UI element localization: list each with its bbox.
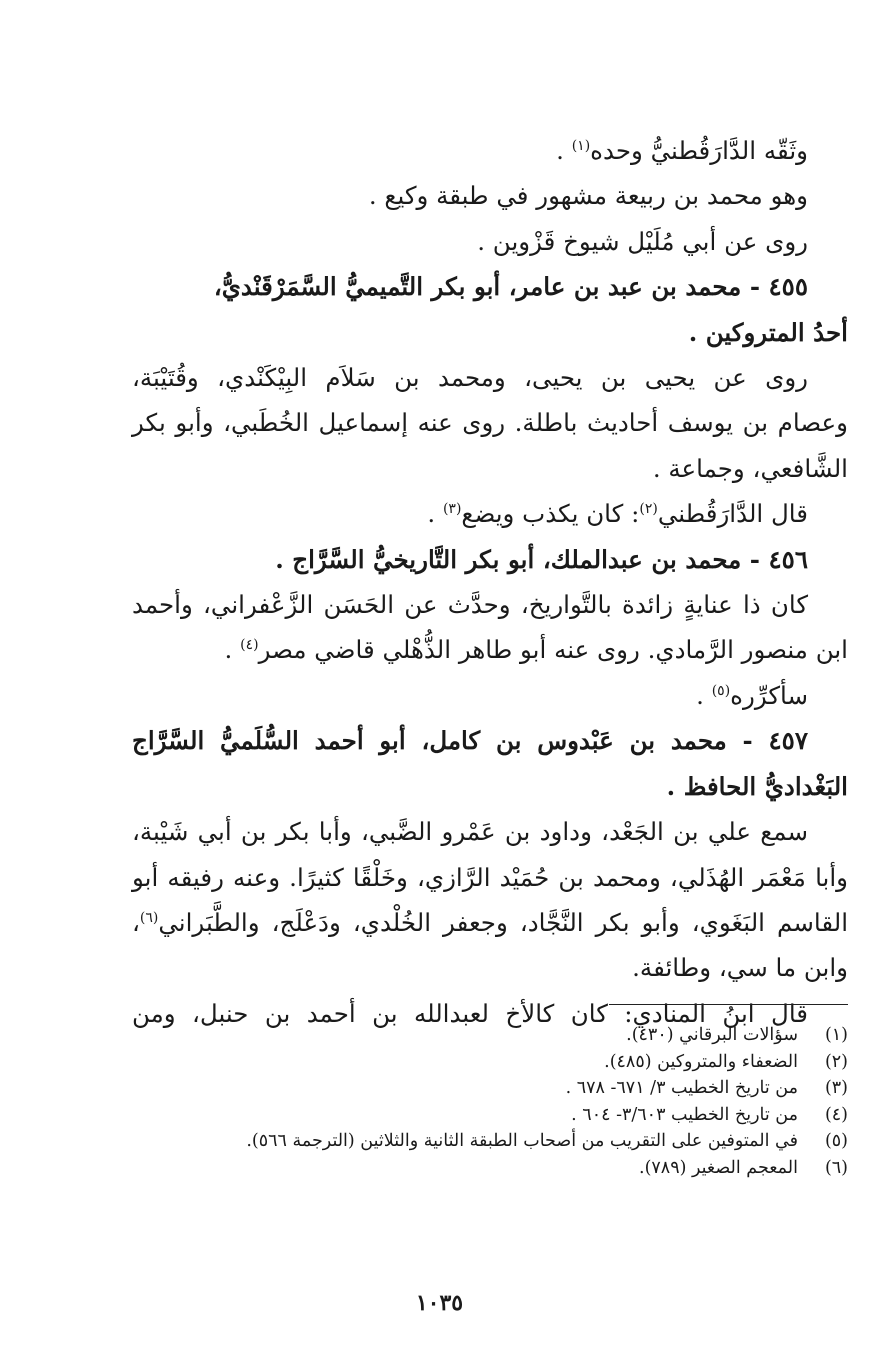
- footnote-text: سؤالات البرقاني (٤٣٠).: [626, 1025, 798, 1045]
- footnote: [190, 1049, 848, 1076]
- footnote-number: (٥): [824, 1131, 848, 1152]
- footnote-ref[interactable]: (٦): [139, 909, 159, 926]
- entry-heading-cont: أحدُ المتروكين .: [688, 317, 848, 347]
- text-line: روى عن يحيى بن يحيى، ومحمد بن سَلاَم البِيْكَنْدي، وقُتَيْبَة،: [132, 363, 808, 393]
- text-line: ابن منصور الرَّمادي. روى عنه أبو طاهر الذُّهْلي قاضي مصر$^{(٤)}$ .: [224, 635, 848, 665]
- footnote-ref[interactable]: (٤): [240, 637, 259, 654]
- text-line: القاسم البَغَوي، وأبو بكر النَّجَّاد، وجعفر الخُلْدي، ودَعْلَج، والطَّبَراني$^{(٦)}$،: [132, 907, 848, 937]
- text-line: سأكرِّره$^{(٥)}$ .: [696, 680, 808, 710]
- text-line: قال الدَّارَقُطني$^{(٢)}$: كان يكذب ويضع$^{(٣)}$ .: [427, 499, 808, 529]
- footnote-number: (٣): [824, 1078, 848, 1099]
- text-line: روى عن أبي مُلَيْل شيوخ قَزْوين .: [477, 226, 808, 256]
- footnote-text: في المتوفين على التقريب من أصحاب الطبقة الثانية والثلاثين (الترجمة ٥٦٦).: [246, 1131, 798, 1152]
- entry-heading: ٤٥٥ - محمد بن عبد بن عامر، أبو بكر التَّميميُّ السَّمَرْقَنْديُّ،: [213, 272, 808, 302]
- page-number: ١٠٣٥: [415, 1290, 464, 1316]
- footnote-number: (٦): [824, 1157, 848, 1178]
- text-line: سمع علي بن الجَعْد، وداود بن عَمْرو الضَّبي، وأبا بكر بن أبي شَيْبة،: [132, 817, 808, 847]
- footnote-separator: [609, 1004, 848, 1005]
- footnote-ref[interactable]: (١): [571, 137, 591, 154]
- footnote: [190, 1102, 848, 1129]
- entry-heading: ٤٥٦ - محمد بن عبدالملك، أبو بكر التَّاريخيُّ السَّرَّاج .: [275, 544, 808, 574]
- footnote-number: (٤): [824, 1104, 848, 1125]
- footnote-text: من تاريخ الخطيب ٣/٦٠٣- ٦٠٤ .: [571, 1104, 798, 1125]
- text-line: وأبا مَعْمَر الهُذَلي، ومحمد بن حُمَيْد الرَّازي، وخَلْقًا كثيرًا. وعنه رفيقه أبو: [132, 862, 848, 892]
- entry-heading-cont: البَغْداديُّ الحافظ .: [666, 771, 848, 801]
- text-line: وابن ما سي، وطائفة.: [632, 953, 848, 983]
- text-line: وهو محمد بن ربيعة مشهور في طبقة وكيع .: [368, 181, 808, 211]
- text-line: وثَقّه الدَّارَقُطنيُّ وحده$^{(١)}$ .: [556, 136, 808, 165]
- footnote-text: من تاريخ الخطيب ٣/ ٦٧١- ٦٧٨ .: [565, 1078, 798, 1099]
- footnote: [190, 1022, 848, 1049]
- main-text: [132, 128, 848, 1036]
- footnote: [190, 1128, 848, 1155]
- footnote: [190, 1075, 848, 1102]
- footnote-ref[interactable]: (٣): [442, 501, 462, 518]
- footnote-text: المعجم الصغير (٧٨٩).: [639, 1157, 798, 1178]
- text-line: الشَّافعي، وجماعة .: [652, 453, 848, 483]
- footnote-ref[interactable]: (٢): [639, 501, 658, 518]
- footnote-number: (١): [824, 1025, 848, 1045]
- entry-heading: ٤٥٧ - محمد بن عَبْدوس بن كامل، أبو أحمد السُّلَميُّ السَّرَّاج: [132, 726, 808, 756]
- text-line: كان ذا عنايةٍ زائدة بالتَّواريخ، وحدَّث عن الحَسَن الزَّعْفراني، وأحمد: [132, 590, 808, 620]
- footnote-number: (٢): [824, 1051, 848, 1072]
- text-line: قال ابنُ المنادي: كان كالأخ لعبدالله بن أحمد بن حنبل، ومن: [132, 998, 808, 1028]
- footnote-ref[interactable]: (٥): [711, 682, 731, 699]
- text-line: وعصام بن يوسف أحاديث باطلة. روى عنه إسماعيل الخُطَبي، وأبو بكر: [132, 408, 848, 438]
- footnotes: [190, 1022, 848, 1182]
- footnote-text: الضعفاء والمتروكين (٤٨٥).: [604, 1051, 798, 1072]
- footnote: [190, 1155, 848, 1182]
